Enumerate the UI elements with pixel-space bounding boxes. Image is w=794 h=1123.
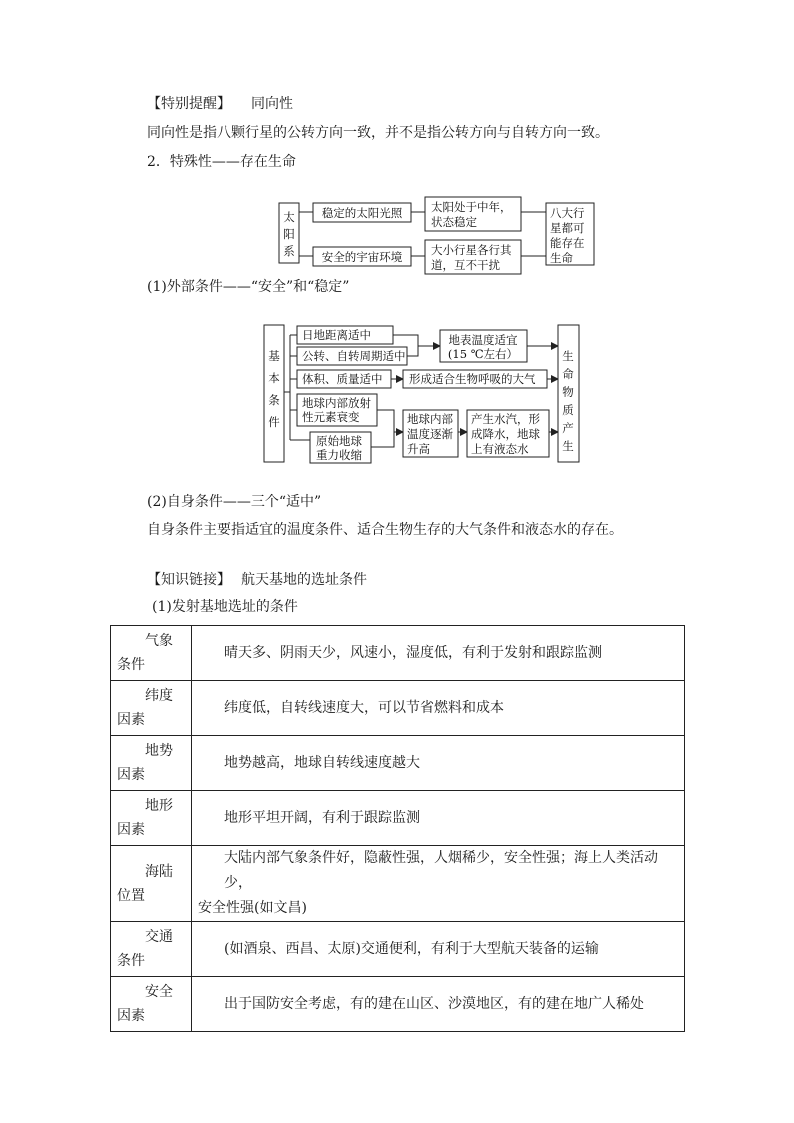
- d2-left-char: 条: [268, 393, 280, 407]
- internal-body: 自身条件主要指适宜的温度条件、适合生物生存的大气条件和液态水的存在。: [147, 522, 623, 538]
- d1-detail-line: 太阳处于中年，: [431, 200, 512, 214]
- launch-site-table: [110, 625, 685, 1032]
- value-line: 出于国防安全考虑，有的建在山区、沙漠地区，有的建在地广人稀处: [224, 995, 644, 1012]
- value-line: 地形平坦开阔，有利于跟踪监测: [224, 809, 420, 826]
- note-tag: 【特别提醒】: [147, 96, 231, 112]
- d2-surface-temp-line: 地表温度适宜: [448, 333, 518, 347]
- d1-left-char: 系: [283, 244, 295, 258]
- table-row: [111, 791, 685, 846]
- d1-result-line: 八大行: [550, 206, 585, 220]
- link-sub: (1)发射基地选址的条件: [152, 599, 298, 615]
- d2-gravity-line: 重力收缩: [316, 448, 362, 462]
- d2-radioactive-line: 地球内部放射: [302, 396, 371, 410]
- d1-left-char: 太: [283, 210, 295, 224]
- table-value: [192, 736, 685, 791]
- internal-heading: (2)自身条件——三个“适中”: [147, 494, 322, 510]
- table-key: [111, 736, 192, 791]
- d2-radioactive-line: 性元素衰变: [302, 410, 360, 424]
- note-body: 同向性是指八颗行星的公转方向一致，并不是指公转方向与自转方向一致。: [147, 125, 609, 141]
- link-tag: 【知识链接】: [147, 572, 231, 588]
- link-line: [147, 570, 367, 590]
- d1-result-line: 生命: [550, 251, 573, 265]
- key-line: 海陆: [145, 863, 173, 880]
- value-line: 地势越高，地球自转线速度越大: [224, 754, 420, 771]
- d2-internal-temp-line: 温度逐渐: [407, 427, 453, 441]
- d2-orbit-period: 公转、自转周期适中: [302, 349, 406, 363]
- link-title: 航天基地的选址条件: [241, 572, 367, 588]
- table-key: [111, 791, 192, 846]
- table-value: [192, 977, 685, 1032]
- table-row: [111, 977, 685, 1032]
- table-key: [111, 681, 192, 736]
- table-key: [111, 922, 192, 977]
- d1-result-line: 能存在: [550, 236, 585, 250]
- table-value: [192, 626, 685, 681]
- table-row: [111, 736, 685, 791]
- d2-result-char: 质: [562, 403, 574, 417]
- d2-water-line: 成降水，地球: [471, 427, 540, 441]
- key-line: 交通: [145, 929, 173, 945]
- d2-sun-distance: 日地距离适中: [302, 328, 371, 342]
- table-key: [111, 626, 192, 681]
- value-line: 安全性强(如文昌): [198, 900, 307, 916]
- d2-result-char: 命: [562, 367, 574, 381]
- d1-stable-sunlight: 稳定的太阳光照: [321, 206, 403, 220]
- key-line: 气象: [145, 633, 173, 649]
- d1-left-char: 阳: [283, 227, 295, 241]
- table-value: [192, 922, 685, 977]
- d1-detail-line: 状态稳定: [431, 215, 477, 229]
- value-line: 大陆内部气象条件好，隐蔽性强，人烟稀少，安全性强；海上人类活动少，: [224, 850, 658, 891]
- key-line: 条件: [117, 953, 145, 969]
- table-row: [111, 846, 685, 922]
- external-heading: (1)外部条件——“安全”和“稳定”: [147, 279, 350, 295]
- key-line: 地形: [145, 798, 173, 814]
- section2-heading: 2．特殊性——存在生命: [147, 154, 296, 170]
- table-value: [192, 791, 685, 846]
- key-line: 条件: [117, 657, 145, 673]
- value-line: (如酒泉、西昌、太原)交通便利，有利于大型航天装备的运输: [224, 940, 599, 957]
- d1-result-line: 星都可: [550, 221, 585, 235]
- d2-result-char: 生: [562, 439, 574, 453]
- value-line: 晴天多、阴雨天少，风速小，湿度低，有利于发射和跟踪监测: [224, 644, 602, 661]
- value-line: 纬度低，自转线速度大，可以节省燃料和成本: [224, 699, 504, 716]
- note-title: 同向性: [251, 96, 293, 112]
- d2-result-char: 生: [562, 349, 574, 363]
- d2-mass: 体积、质量适中: [302, 372, 383, 386]
- key-line: 地势: [145, 743, 173, 759]
- d2-water-line: 产生水汽，形: [471, 412, 540, 426]
- d1-detail-line: 道，互不干扰: [431, 258, 500, 272]
- d2-left-char: 基: [268, 349, 280, 363]
- table-key: [111, 846, 192, 922]
- d2-left-char: 本: [268, 371, 280, 385]
- table-row: [111, 922, 685, 977]
- d2-internal-temp-line: 地球内部: [407, 412, 453, 426]
- d2-atmosphere: 形成适合生物呼吸的大气: [409, 372, 536, 386]
- key-line: 因素: [117, 822, 145, 838]
- table-key: [111, 977, 192, 1032]
- table-value: [192, 681, 685, 736]
- key-line: 因素: [117, 767, 145, 783]
- d2-water-line: 上有液态水: [471, 442, 529, 456]
- key-line: 因素: [117, 712, 145, 728]
- d2-surface-temp-line: (15 ℃左右）: [447, 347, 519, 361]
- d1-safe-env: 安全的宇宙环境: [321, 250, 403, 264]
- d2-gravity-line: 原始地球: [316, 434, 362, 448]
- d2-internal-temp-line: 升高: [407, 442, 430, 456]
- key-line: 因素: [117, 1008, 145, 1024]
- table-row: [111, 681, 685, 736]
- d1-detail-line: 大小行星各行其: [431, 243, 512, 257]
- table-row: [111, 626, 685, 681]
- d2-left-char: 件: [268, 415, 280, 429]
- key-line: 安全: [145, 984, 173, 1000]
- d2-result-char: 产: [562, 421, 574, 435]
- key-line: 位置: [117, 887, 145, 904]
- d2-result-char: 物: [562, 385, 574, 399]
- key-line: 纬度: [145, 688, 173, 704]
- table-value: [192, 846, 685, 922]
